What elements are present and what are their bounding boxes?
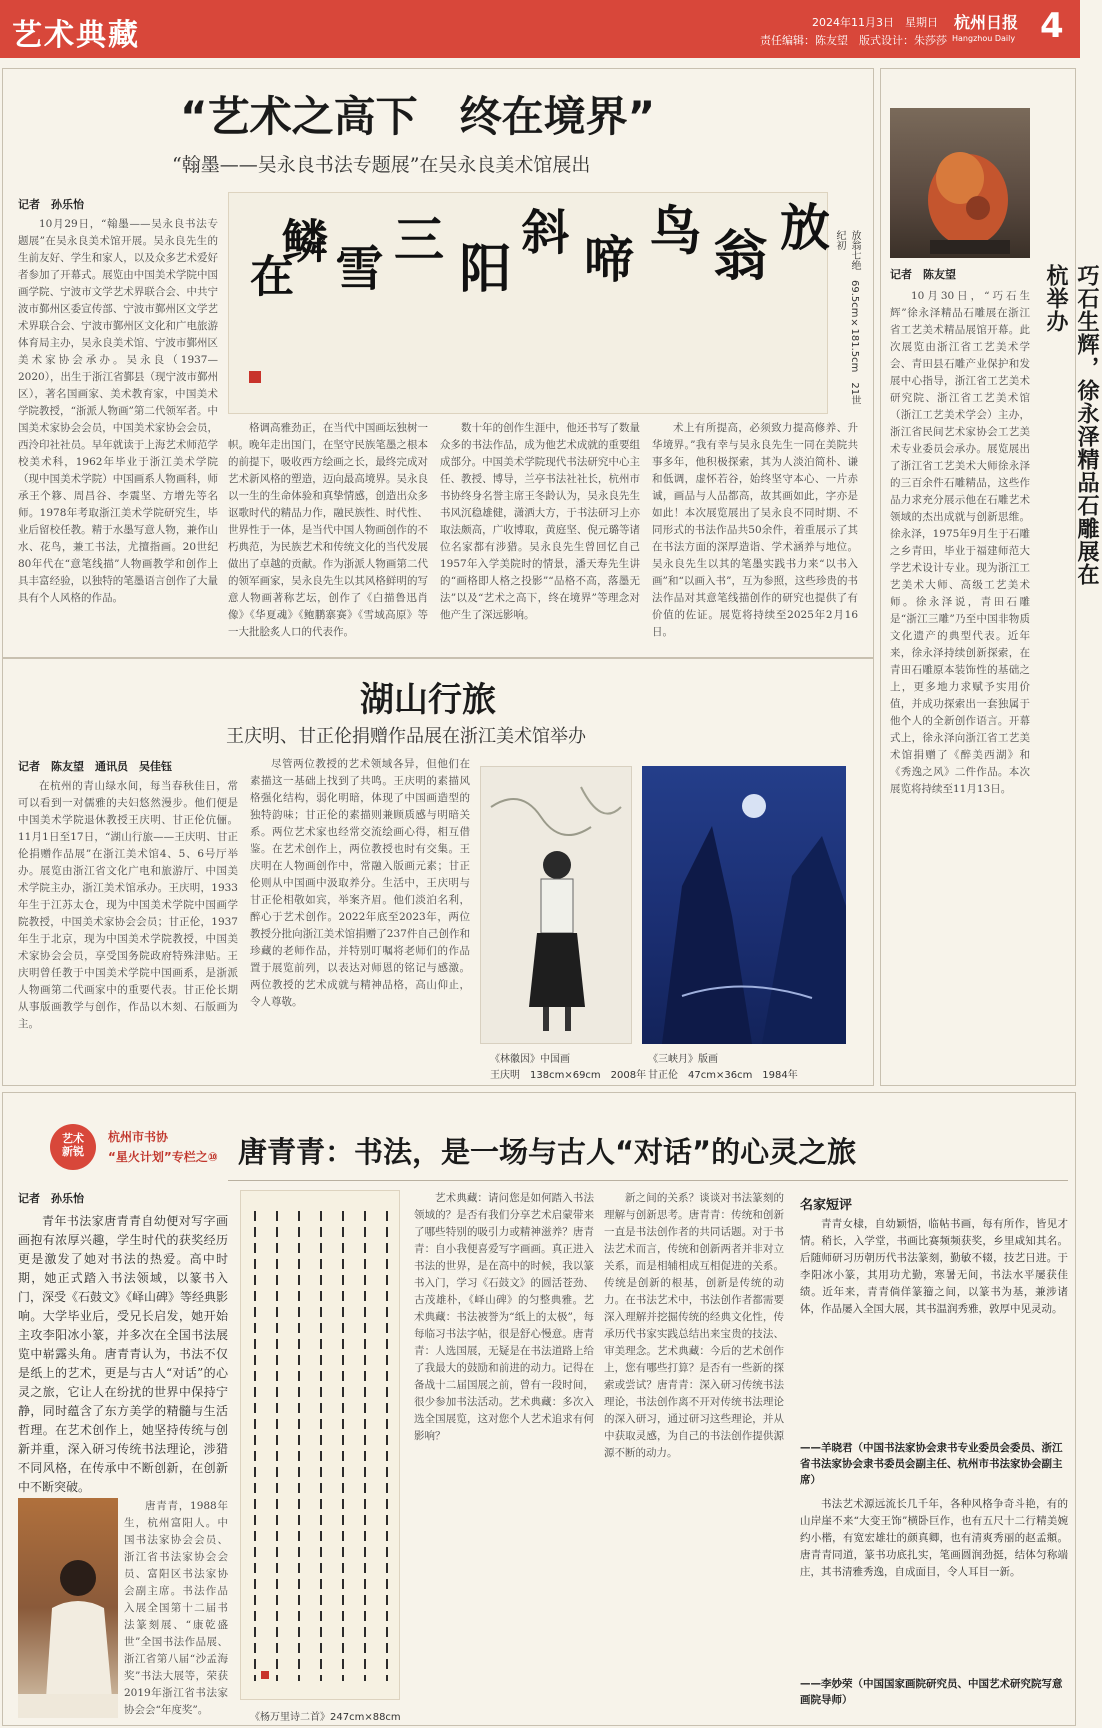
calligraphy-char: 阳 [450,241,511,293]
story1-column-4: 术上有所提高，必须致力提高修养、升华境界。”我有幸与吴永良先生一同在美院共事多年，他积极探索，其为人淡泊简朴、谦和低调，虚怀若谷，始终坚守本心、一片赤诚，画品与人品都高，故其画如此，字亦是如此！本次展览展出了吴永良不同时期、不同形式的书法作品共50余件，着重展示了其在书法方面的深厚造诣、学术涵养与地位。吴永良先生以其的笔墨实践书力来“以书入画”和“以画入书”，互为参照，这些珍贵的书法作品对其意笔线描创作的研究也提供了有价值的佐证。展览将持续至2025年2月16日。 [652,422,858,638]
calligraphy-char: 在 [242,253,293,297]
calligrapher-portrait [18,1498,118,1718]
portrait-figure-icon [481,767,633,1045]
stone-carving-photo [890,108,1030,258]
sidebar-byline: 记者 陈友望 [890,268,956,281]
painting2-caption: 《三峡月》版画 [648,1054,718,1065]
review-text-2: 书法艺术源远流长几千年，各种风格争奇斗艳，有的山岸崖不来“大变王饰”横卧巨作，也有五尺十二行精美婉约小楷，有宽宏雄壮的颜真卿，也有清爽秀丽的赵孟頫。唐青青同道，篆书功底扎实，笔画圆润劲挺，结体匀称端庄，其书清雅秀逸，自成面目，令人耳目一新。 [800,1498,1068,1578]
column-badge [50,1124,96,1170]
calligraphy-char: 雪 [327,243,383,291]
painting1-caption: 《林徽因》中国画 [490,1054,570,1065]
story1-column-2: 格调高雅劲正，在当代中国画坛独树一帜。晚年走出国门，在坚守民族笔墨之根本的前提下，吸收西方绘画之长，最终完成对艺术新风格的塑造，迈向最高境界。吴永良以一生的生命体验和真挚情感，创造出众多讴歌时代的精品力作，融民族性、时代性、世界性于一体，是当代中国人物画创作的不朽典范，为民族艺术和传统文化的当代发展做出了卓越的贡献。作为浙派人物画第二代的领军画家，吴永良先生以其风格鲜明的写意人物画著称艺坛，创作了《白描鲁迅肖像》《华夏魂》《鲍鹏寨赛》《雪域高原》等一大批脍炙人口的代表作。 [228,422,428,638]
calligraphy-char: 三 [386,213,445,263]
calligraphy-char: 鸟 [640,203,701,255]
badge-line-1: 艺术 [62,1132,84,1145]
interview-column-1: 艺术典藏：请问您是如何踏入书法领域的？是否有我们分享艺术启蒙带来了哪些特别的吸引力或精神滋养？唐青青：自小我便喜爱写字画画。真正进入书法的世界，是在高中的时候，我以篆书入门，学习《石鼓文》的圆活苍劲、古茂雄朴，《峄山碑》的匀整典雅。艺术典藏：书法被誉为“纸上的太极”，每每临习书法字帖，很是舒心慢意。唐青青：人选国展，无疑是在书法道路上给了我最大的鼓励和前进的动力。记得在备战十二届国展之前，曾有一段时间，很少参加书法活动。艺术典藏：多次入选全国展览，这对您个人艺术追求有何影响？ [414,1192,594,1442]
calligraphy-caption: 放翁七绝 69.5cm×181.5cm 21世纪初 [834,230,860,406]
review-title: 名家短评 [800,1198,853,1213]
issue-date: 2024年11月3日 星期日 [812,16,938,29]
story2-column-2: 尽管两位教授的艺术领域各异，但他们在素描这一基础上找到了共鸣。王庆明的素描风格强化结构，弱化明暗，体现了中国画造型的独特韵味；甘正伦的素描则兼顾质感与明暗关系。两位艺术家也经常交流绘画心得，相互借鉴。在艺术创作上，两位教授也时有交集。王庆明在人物画创作中，常融入版画元素；甘正伦则从中国画中汲取养分。生活中，王庆明与甘正伦相敬如宾，举案齐眉。他们淡泊名利，醉心于艺术创作。2022年底至2023年，两位教授分批向浙江美术馆捐赠了237件自己创作和珍藏的老师作品，并特别叮嘱将老师们的作品置于展览前列，以表达对师恩的铭记与感激。两位教授的艺术成就与精神品格，高山仰止，令人尊敬。 [250,758,470,1008]
seal-script-caption: 《杨万里诗二首》247cm×88cm [250,1712,401,1723]
badge-line-2: 新锐 [62,1145,84,1158]
seal-script-pattern-icon [241,1191,401,1701]
painting-three-gorges-moon [642,766,846,1044]
newspaper-logo-sub: Hangzhou Daily [952,34,1016,43]
gorge-landscape-icon [642,766,846,1044]
story2-byline: 记者 陈友望 通讯员 吴佳钰 [18,760,172,773]
story3-lead: 青年书法家唐青青自幼便对写字画画抱有浓厚兴趣，学生时代的获奖经历更是激发了她对书法的热爱。高中时期，她正式踏入书法领域，以篆书入门，深受《石鼓文》《峄山碑》等经典影响。大学毕业后，受兄长启发，她开始主攻李阳冰小篆，并多次在全国书法展览中崭露头角。唐青青认为，书法不仅是纸上的艺术，更是与古人“对话”的心灵之旅，它让人在纷扰的世界中保持宁静，同时蕴含了东方美学的精髓与生活哲理。在艺术创作上，她坚持传统与创新并重，深入研习传统书法理论，涉猎不同风格，在传承中不断创新，在创新中不断突破。 [18,1214,229,1494]
story2-subheadline: 王庆明、甘正伦捐赠作品展在浙江美术馆举办 [226,726,586,747]
masthead [0,0,1080,58]
story3-rule [228,1180,1068,1181]
story1-byline: 记者 孙乐怡 [18,198,84,211]
calligrapher-bio: 唐青青，1988年生，杭州富阳人。中国书法家协会会员、浙江省书法家协会会员、富阳区书法家协会副主席。书法作品入展全国第十二届书法篆刻展、“康乾盛世”全国书法作品展、浙江省第八届“沙孟海奖”书法大展等，荣获2019年浙江省书法家协会会“年度奖”。 [124,1500,228,1716]
newspaper-logo: 杭州日报 [954,13,1019,32]
painting-lin-huiyin [480,766,632,1044]
review-text-1: 青青女棣，自幼颖悟，临帖书画，每有所作，皆见才情。稍长，入学堂，书画比赛频频获奖，乡里咸知其名。后随师研习历朝历代书法篆刻，勤敏不辍，技艺日进。于李阳冰小篆，其用功尤勤，寒暑无间，书法水平屡获佳绩。近年来，青青倘佯篆籀之间，以篆书为基，兼涉诸体，作品屡入全国大展，其书温润秀雅，敦厚中见灵动。 [800,1218,1068,1315]
column-kicker-2: “星火计划”专栏之⑩ [108,1150,218,1164]
sidebar-text: 10月30日，“巧石生辉”徐永泽精品石雕展在浙江省工艺美术精品展馆开幕。此次展览由浙江省工艺美术学会、青田县石雕产业保护和发展中心指导，浙江省工艺美术研究院、浙江省工艺美术馆（浙江工艺美术学会）主办，浙江省民间艺术家协会工艺美术专业委员会承办。展览展出了浙江省工艺美术大师徐永泽的三百余件石雕精品，这些作品力求充分展示他在石雕艺术领域的杰出成就与创新思维。徐永泽，1975年9月生于石雕之乡青田，毕业于福建师范大学艺术设计专业。现为浙江工艺美术大师、高级工艺美术师。徐永泽说，青田石雕是“浙江三雕”乃至中国非物质文化遗产的典型代表。近年来，徐永泽持续创新探索，在青田石雕原本装饰性的基础之上，更多地力求赋予实用价值，并成功探索出一套独属于他个人的全新创作语言。开幕式上，徐永泽向浙江省工艺美术馆捐赠了《醉美西湖》和《秀逸之风》二件作品。本次展览将持续至11月13日。 [890,290,1030,795]
calligraphy-char: 放 [772,201,831,251]
story1-headline: “艺术之高下 终在境界” [180,92,656,141]
column-kicker-1: 杭州市书协 [108,1130,169,1144]
story1-subheadline: “翰墨——吴永良书法专题展”在吴永良美术馆展出 [172,154,591,176]
person-portrait-icon [18,1498,118,1718]
page-number: 4 [1040,6,1064,46]
red-seal-icon [249,371,261,383]
calligraphy-char: 翁 [705,227,769,281]
calligraphy-char: 鳞 [275,217,329,263]
story1-column-1: 10月29日，“翰墨——吴永良书法专题展”在吴永良美术馆开展。吴永良先生的生前友好、学生和家人，以及众多艺术爱好者参加了开幕式。展览由中国美术学院中国画学院、宁波市文学艺术界联合会、中共宁波市鄞州区委宣传部、宁波市鄞州区文学艺术界联合会、宁波市鄞州区文化和广电旅游体育局主办，吴永良美术馆、宁波市鄞州区美术家协会承办。吴永良（1937—2020），出生于浙江省鄞县（现宁波市鄞州区），著名国画家、美术教育家，中国美术学院教授，“浙派人物画”第二代领军者。中国美术家协会会员，中国美术家协会会员，西泠印社社员。早年就读于上海艺术师范学校美术科，1962年毕业于浙江美术学院（现中国美术学院）中国画系人物画科，师承王个簃、周昌谷、李震坚、方增先等名师。1978年考取浙江美术学院研究生，毕业后留校任教。精于水墨写意人物，兼作山水、花鸟，兼工书法，尤擅指画。20世纪80年代在“意笔线描”人物画教学和创作上具丰富经验，以独特的笔墨语言创作了大量具有个人风格的作品。 [18,218,218,604]
story1-column-3: 数十年的创作生涯中，他还书写了数量众多的书法作品，成为他艺术成就的重要组成部分。中国美术学院现代书法研究中心主任、教授、博导，兰亭书法社社长，杭州市书协终身名誉主席王冬龄认为，吴永良先生书风沉稳雄健，潇洒大方，于书法研习上亦取法颇高，广收博取，黄庭坚、倪元璐等诸位名家都有涉猎。吴永良先生曾回忆自己1957年入学美院时的情景，潘天寿先生讲的“画格即人格之投影”“品格不高，落墨无法”以及“艺术之高下，终在境界”等理念对他产生了深远影响。 [440,422,640,621]
section-name: 艺术典藏 [12,18,140,53]
story2-column-1: 在杭州的青山绿水间，每当春秋佳日，常可以看到一对儒雅的夫妇悠然漫步。他们便是中国美术学院退休教授王庆明、甘正伦伉俪。11月1日至17日，“湖山行旅——王庆明、甘正伦捐赠作品展”在浙江美术馆4、5、6号厅举办。展览由浙江省文化广电和旅游厅、中国美术学院主办，浙江美术馆承办。王庆明，1933年生于江苏太仓，现为中国美术学院中国画学院教授，中国美术家协会会员；甘正伦，1937年生于北京，现为中国美术学院教授，中国美术家协会会员，享受国务院政府特殊津贴。王庆明曾任教于中国美术学院中国画系，是浙派人物画第二代画家中的重要代表。甘正伦长期从事版画教学与创作，作品以木刻、石版画为主。 [18,780,238,1030]
editors-line: 责任编辑：陈友望 版式设计：朱莎莎 [760,34,947,47]
review-signature-1: ——羊晓君（中国书法家协会隶书专业委员会委员、浙江省书法家协会隶书委员会副主任、杭州市书法家协会副主席） [800,1442,1063,1486]
sidebar-headline: 巧石生辉，徐永泽精品石雕展在杭举办 [1043,264,1099,586]
calligraphy-artwork [228,192,831,414]
story2-headline: 湖山行旅 [360,680,496,720]
seal-script-artwork [240,1190,400,1700]
painting2-caption-detail: 甘正伦 47cm×36cm 1984年 [648,1070,798,1081]
review-signature-2: ——李妙荣（中国国家画院研究员、中国艺术研究院写意画院导师） [800,1678,1063,1706]
calligraphy-char: 啼 [576,233,635,283]
painting1-caption-detail: 王庆明 138cm×69cm 2008年 [490,1070,647,1081]
calligraphy-char: 斜 [513,207,569,255]
interview-column-2: 新之间的关系？谈谈对书法篆刻的理解与创新思考。唐青青：传统和创新一直是书法创作者的共同话题。对于书法艺术而言，传统和创新两者并非对立关系，而是相辅相成互相促进的关系。传统是创新的根基，创新是传统的动力。在书法艺术中，书法创作者都需要深入理解并挖掘传统的经典文化性，传承历代书家实践总结出来宝贵的技法、审美理念。艺术典藏：今后的艺术创作上，您有哪些打算？是否有一些新的探索或尝试？唐青青：深入研习传统书法理论，书法创作离不开对传统书法理论的深入研习，通过研习这些理论，并从中获取灵感，为自己的书法创作提供源源不断的动力。 [604,1192,784,1459]
story3-byline: 记者 孙乐怡 [18,1192,84,1205]
stone-carving-icon [890,108,1030,258]
story3-headline: 唐青青：书法，是一场与古人“对话”的心灵之旅 [238,1135,857,1169]
